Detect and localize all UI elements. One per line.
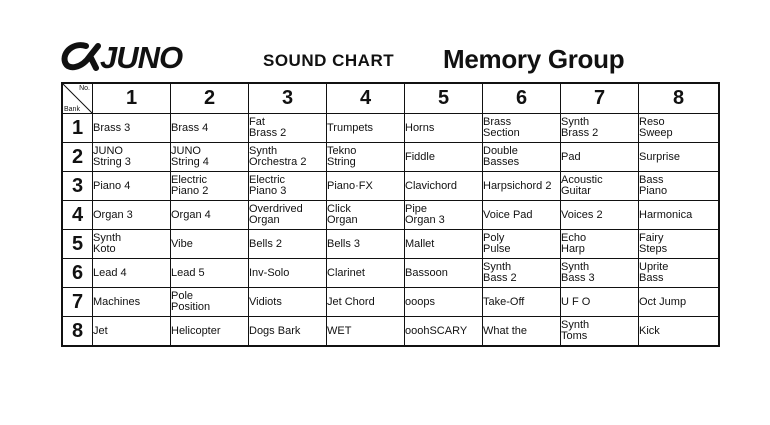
svg-text:JUNO: JUNO	[100, 40, 183, 72]
sound-name-cell: Clarinet	[327, 259, 405, 288]
sound-name-cell: Take-Off	[483, 288, 561, 317]
column-number: 6	[483, 83, 561, 114]
sound-name-cell: Voices 2	[561, 201, 639, 230]
sound-name-cell: Bassoon	[405, 259, 483, 288]
sound-name-cell: Lead 5	[171, 259, 249, 288]
sound-name-cell: Brass 3	[93, 114, 171, 143]
bank-number: 3	[62, 172, 93, 201]
sound-name-cell: Vibe	[171, 230, 249, 259]
sound-name-cell: Click Organ	[327, 201, 405, 230]
sound-chart-label: SOUND CHART	[263, 51, 395, 70]
bank-row	[62, 317, 719, 347]
sound-name-cell: Kick	[639, 317, 720, 347]
sound-name-cell: Fat Brass 2	[249, 114, 327, 143]
sound-name-cell: Uprite Bass	[639, 259, 720, 288]
sound-name-cell: Pipe Organ 3	[405, 201, 483, 230]
sound-name-cell: Organ 4	[171, 201, 249, 230]
sound-name-cell: U F O	[561, 288, 639, 317]
sound-name-cell: JUNO String 4	[171, 143, 249, 172]
sound-name-cell: Trumpets	[327, 114, 405, 143]
sound-name-cell: Bells 2	[249, 230, 327, 259]
sound-name-cell: Synth Koto	[93, 230, 171, 259]
sound-name-cell: Pole Position	[171, 288, 249, 317]
sound-name-cell: Tekno String	[327, 143, 405, 172]
sound-name-cell: Overdrived Organ	[249, 201, 327, 230]
sound-name-cell: Surprise	[639, 143, 720, 172]
sound-name-cell: Pad	[561, 143, 639, 172]
bank-row	[62, 143, 719, 172]
bank-row	[62, 201, 719, 230]
sound-name-cell: Helicopter	[171, 317, 249, 347]
sound-name-cell: Mallet	[405, 230, 483, 259]
sound-name-cell: Fairy Steps	[639, 230, 720, 259]
sound-name-cell: Piano 4	[93, 172, 171, 201]
sound-name-cell: Reso Sweep	[639, 114, 720, 143]
column-header-row	[62, 83, 719, 114]
sound-name-cell: Synth Brass 2	[561, 114, 639, 143]
bank-number: 2	[62, 143, 93, 172]
column-number: 4	[327, 83, 405, 114]
column-number: 7	[561, 83, 639, 114]
bank-number: 6	[62, 259, 93, 288]
column-number: 5	[405, 83, 483, 114]
sound-name-cell: ooohSCARY	[405, 317, 483, 347]
sound-name-cell: Vidiots	[249, 288, 327, 317]
juno-logo	[60, 40, 218, 72]
sound-name-cell: Piano·FX	[327, 172, 405, 201]
sound-name-cell: WET	[327, 317, 405, 347]
sound-name-cell: Echo Harp	[561, 230, 639, 259]
bank-number: 7	[62, 288, 93, 317]
sound-name-cell: Fiddle	[405, 143, 483, 172]
bank-number: 1	[62, 114, 93, 143]
sound-name-cell: Synth Orchestra 2	[249, 143, 327, 172]
sound-name-cell: Poly Pulse	[483, 230, 561, 259]
header	[60, 38, 720, 78]
sound-name-cell: Jet	[93, 317, 171, 347]
bank-row	[62, 230, 719, 259]
sound-name-cell: Voice Pad	[483, 201, 561, 230]
sound-name-cell: Jet Chord	[327, 288, 405, 317]
sound-name-cell: Inv-Solo	[249, 259, 327, 288]
bank-number: 4	[62, 201, 93, 230]
sound-name-cell: Horns	[405, 114, 483, 143]
sound-name-cell: Organ 3	[93, 201, 171, 230]
column-number: 1	[93, 83, 171, 114]
bank-row	[62, 259, 719, 288]
bank-row	[62, 288, 719, 317]
sound-name-cell: Harpsichord 2	[483, 172, 561, 201]
bank-number: 8	[62, 317, 93, 347]
sound-name-cell: Acoustic Guitar	[561, 172, 639, 201]
sound-name-cell: Lead 4	[93, 259, 171, 288]
corner-cell	[62, 83, 93, 114]
bank-number: 5	[62, 230, 93, 259]
page-title: Memory Group	[443, 44, 625, 74]
bank-row	[62, 172, 719, 201]
sound-name-cell: Bells 3	[327, 230, 405, 259]
bank-row	[62, 114, 719, 143]
column-number: 3	[249, 83, 327, 114]
sound-name-cell: ooops	[405, 288, 483, 317]
sound-chart-table	[61, 82, 720, 347]
sound-name-cell: Dogs Bark	[249, 317, 327, 347]
sound-name-cell: Electric Piano 2	[171, 172, 249, 201]
sound-name-cell: Electric Piano 3	[249, 172, 327, 201]
number-axis-label: No.	[79, 85, 90, 92]
column-number: 8	[639, 83, 720, 114]
sound-name-cell: Synth Bass 3	[561, 259, 639, 288]
column-number: 2	[171, 83, 249, 114]
sound-name-cell: Clavichord	[405, 172, 483, 201]
sound-name-cell: Brass 4	[171, 114, 249, 143]
sound-name-cell: JUNO String 3	[93, 143, 171, 172]
sound-name-cell: Synth Bass 2	[483, 259, 561, 288]
bank-axis-label: Bank	[64, 106, 80, 113]
sound-name-cell: Harmonica	[639, 201, 720, 230]
sound-name-cell: Synth Toms	[561, 317, 639, 347]
sound-name-cell: What the	[483, 317, 561, 347]
sound-name-cell: Machines	[93, 288, 171, 317]
sound-name-cell: Double Basses	[483, 143, 561, 172]
sound-name-cell: Brass Section	[483, 114, 561, 143]
sound-name-cell: Bass Piano	[639, 172, 720, 201]
sound-name-cell: Oct Jump	[639, 288, 720, 317]
